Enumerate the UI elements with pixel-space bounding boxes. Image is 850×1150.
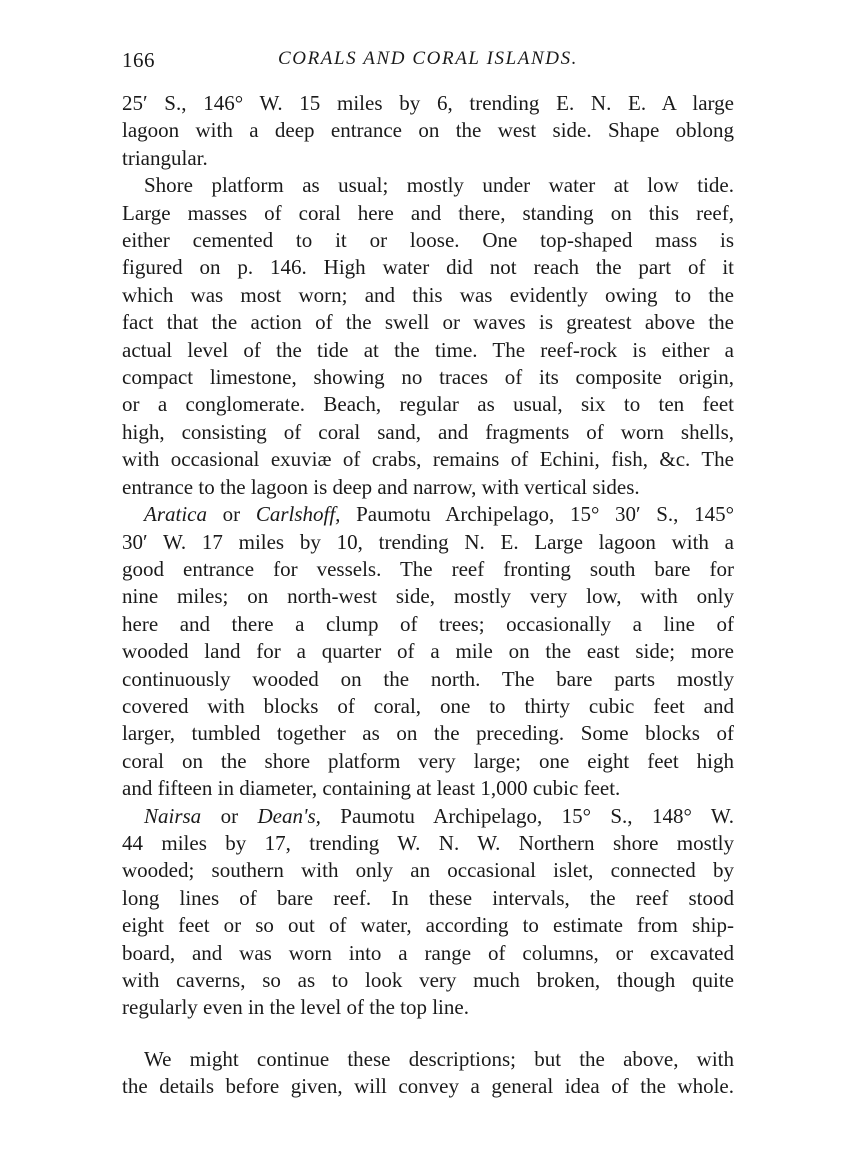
paragraph-aratica <box>122 501 734 802</box>
text-line: high, consisting of coral sand, and fragments of worn shells, <box>122 419 734 444</box>
paragraph-gap <box>122 1022 734 1046</box>
text-line: eight feet or so out of water, according to estimate from ship- <box>122 913 734 938</box>
text-line <box>122 501 734 528</box>
island-alt-name: Carlshoff, <box>255 502 341 527</box>
text-line: entrance to the lagoon is deep and narrow, with vertical sides. <box>122 474 640 499</box>
paragraph-shore-platform <box>122 172 734 501</box>
text-line: here and there a clump of trees; occasionally a line of <box>122 611 734 636</box>
island-name: Aratica <box>144 502 207 527</box>
text-line: 30′ W. 17 miles by 10, trending N. E. Large lagoon with a <box>122 529 734 554</box>
text-line: We might continue these descriptions; but the above, with <box>144 1046 734 1071</box>
text-line: which was most worn; and this was evidently owing to the <box>122 282 734 307</box>
body-text <box>122 90 734 1101</box>
text-line: wooded land for a quarter of a mile on the east side; more <box>122 639 734 664</box>
connector-text: or <box>201 803 258 828</box>
text-line: coral on the shore platform very large; one eight feet high <box>122 748 734 773</box>
text-line: board, and was worn into a range of columns, or excavated <box>122 940 734 965</box>
text-line: continuously wooded on the north. The bare parts mostly <box>122 666 734 691</box>
text-line: actual level of the tide at the time. The reef-rock is either a <box>122 337 734 362</box>
page-number: 166 <box>122 48 155 72</box>
text-line: or a conglomerate. Beach, regular as usual, six to ten feet <box>122 392 734 417</box>
line-rest: Paumotu Archipelago, 15° S., 148° W. <box>320 803 734 828</box>
text-line: either cemented to it or loose. One top-shaped mass is <box>122 228 734 253</box>
text-line: 25′ S., 146° W. 15 miles by 6, trending E. N. E. A large <box>122 91 734 115</box>
text-line: Large masses of coral here and there, standing on this reef, <box>122 200 734 225</box>
paragraph-continuation <box>122 90 734 172</box>
text-line: wooded; southern with only an occasional islet, connected by <box>122 858 734 883</box>
text-line: fact that the action of the swell or waves is greatest above the <box>122 310 734 335</box>
connector-text: or <box>207 502 256 527</box>
paragraph-conclusion <box>122 1046 734 1101</box>
text-line: with occasional exuviæ of crabs, remains of Echini, fish, &c. The <box>122 447 734 472</box>
text-line: figured on p. 146. High water did not reach the part of it <box>122 255 734 280</box>
paragraph-nairsa <box>122 803 734 1022</box>
island-name: Nairsa <box>144 803 202 828</box>
text-line: 44 miles by 17, trending W. N. W. Northern shore mostly <box>122 830 734 855</box>
text-line: covered with blocks of coral, one to thirty cubic feet and <box>122 693 734 718</box>
running-head: CORALS AND CORAL ISLANDS. <box>277 48 579 69</box>
text-line: good entrance for vessels. The reef fronting south bare for <box>122 556 734 581</box>
island-alt-name: Dean's, <box>257 803 321 828</box>
text-line: nine miles; on north-west side, mostly very low, with only <box>122 584 734 609</box>
text-line: and fifteen in diameter, containing at least 1,000 cubic feet. <box>122 776 621 801</box>
text-line: larger, tumbled together as on the preceding. Some blocks of <box>122 721 734 746</box>
text-line: triangular. <box>122 145 208 170</box>
text-line: regularly even in the level of the top line. <box>122 995 469 1020</box>
page-header <box>122 48 734 78</box>
text-line: lagoon with a deep entrance on the west side. Shape oblong <box>122 118 734 143</box>
text-line: compact limestone, showing no traces of its composite origin, <box>122 365 734 390</box>
line-rest: Paumotu Archipelago, 15° 30′ S., 145° <box>340 502 734 527</box>
text-line: long lines of bare reef. In these intervals, the reef stood <box>122 885 734 910</box>
text-line: Shore platform as usual; mostly under water at low tide. <box>144 173 734 198</box>
text-line <box>122 803 734 830</box>
text-line: with caverns, so as to look very much broken, though quite <box>122 968 734 992</box>
text-line: the details before given, will convey a general idea of the whole. <box>122 1074 734 1099</box>
